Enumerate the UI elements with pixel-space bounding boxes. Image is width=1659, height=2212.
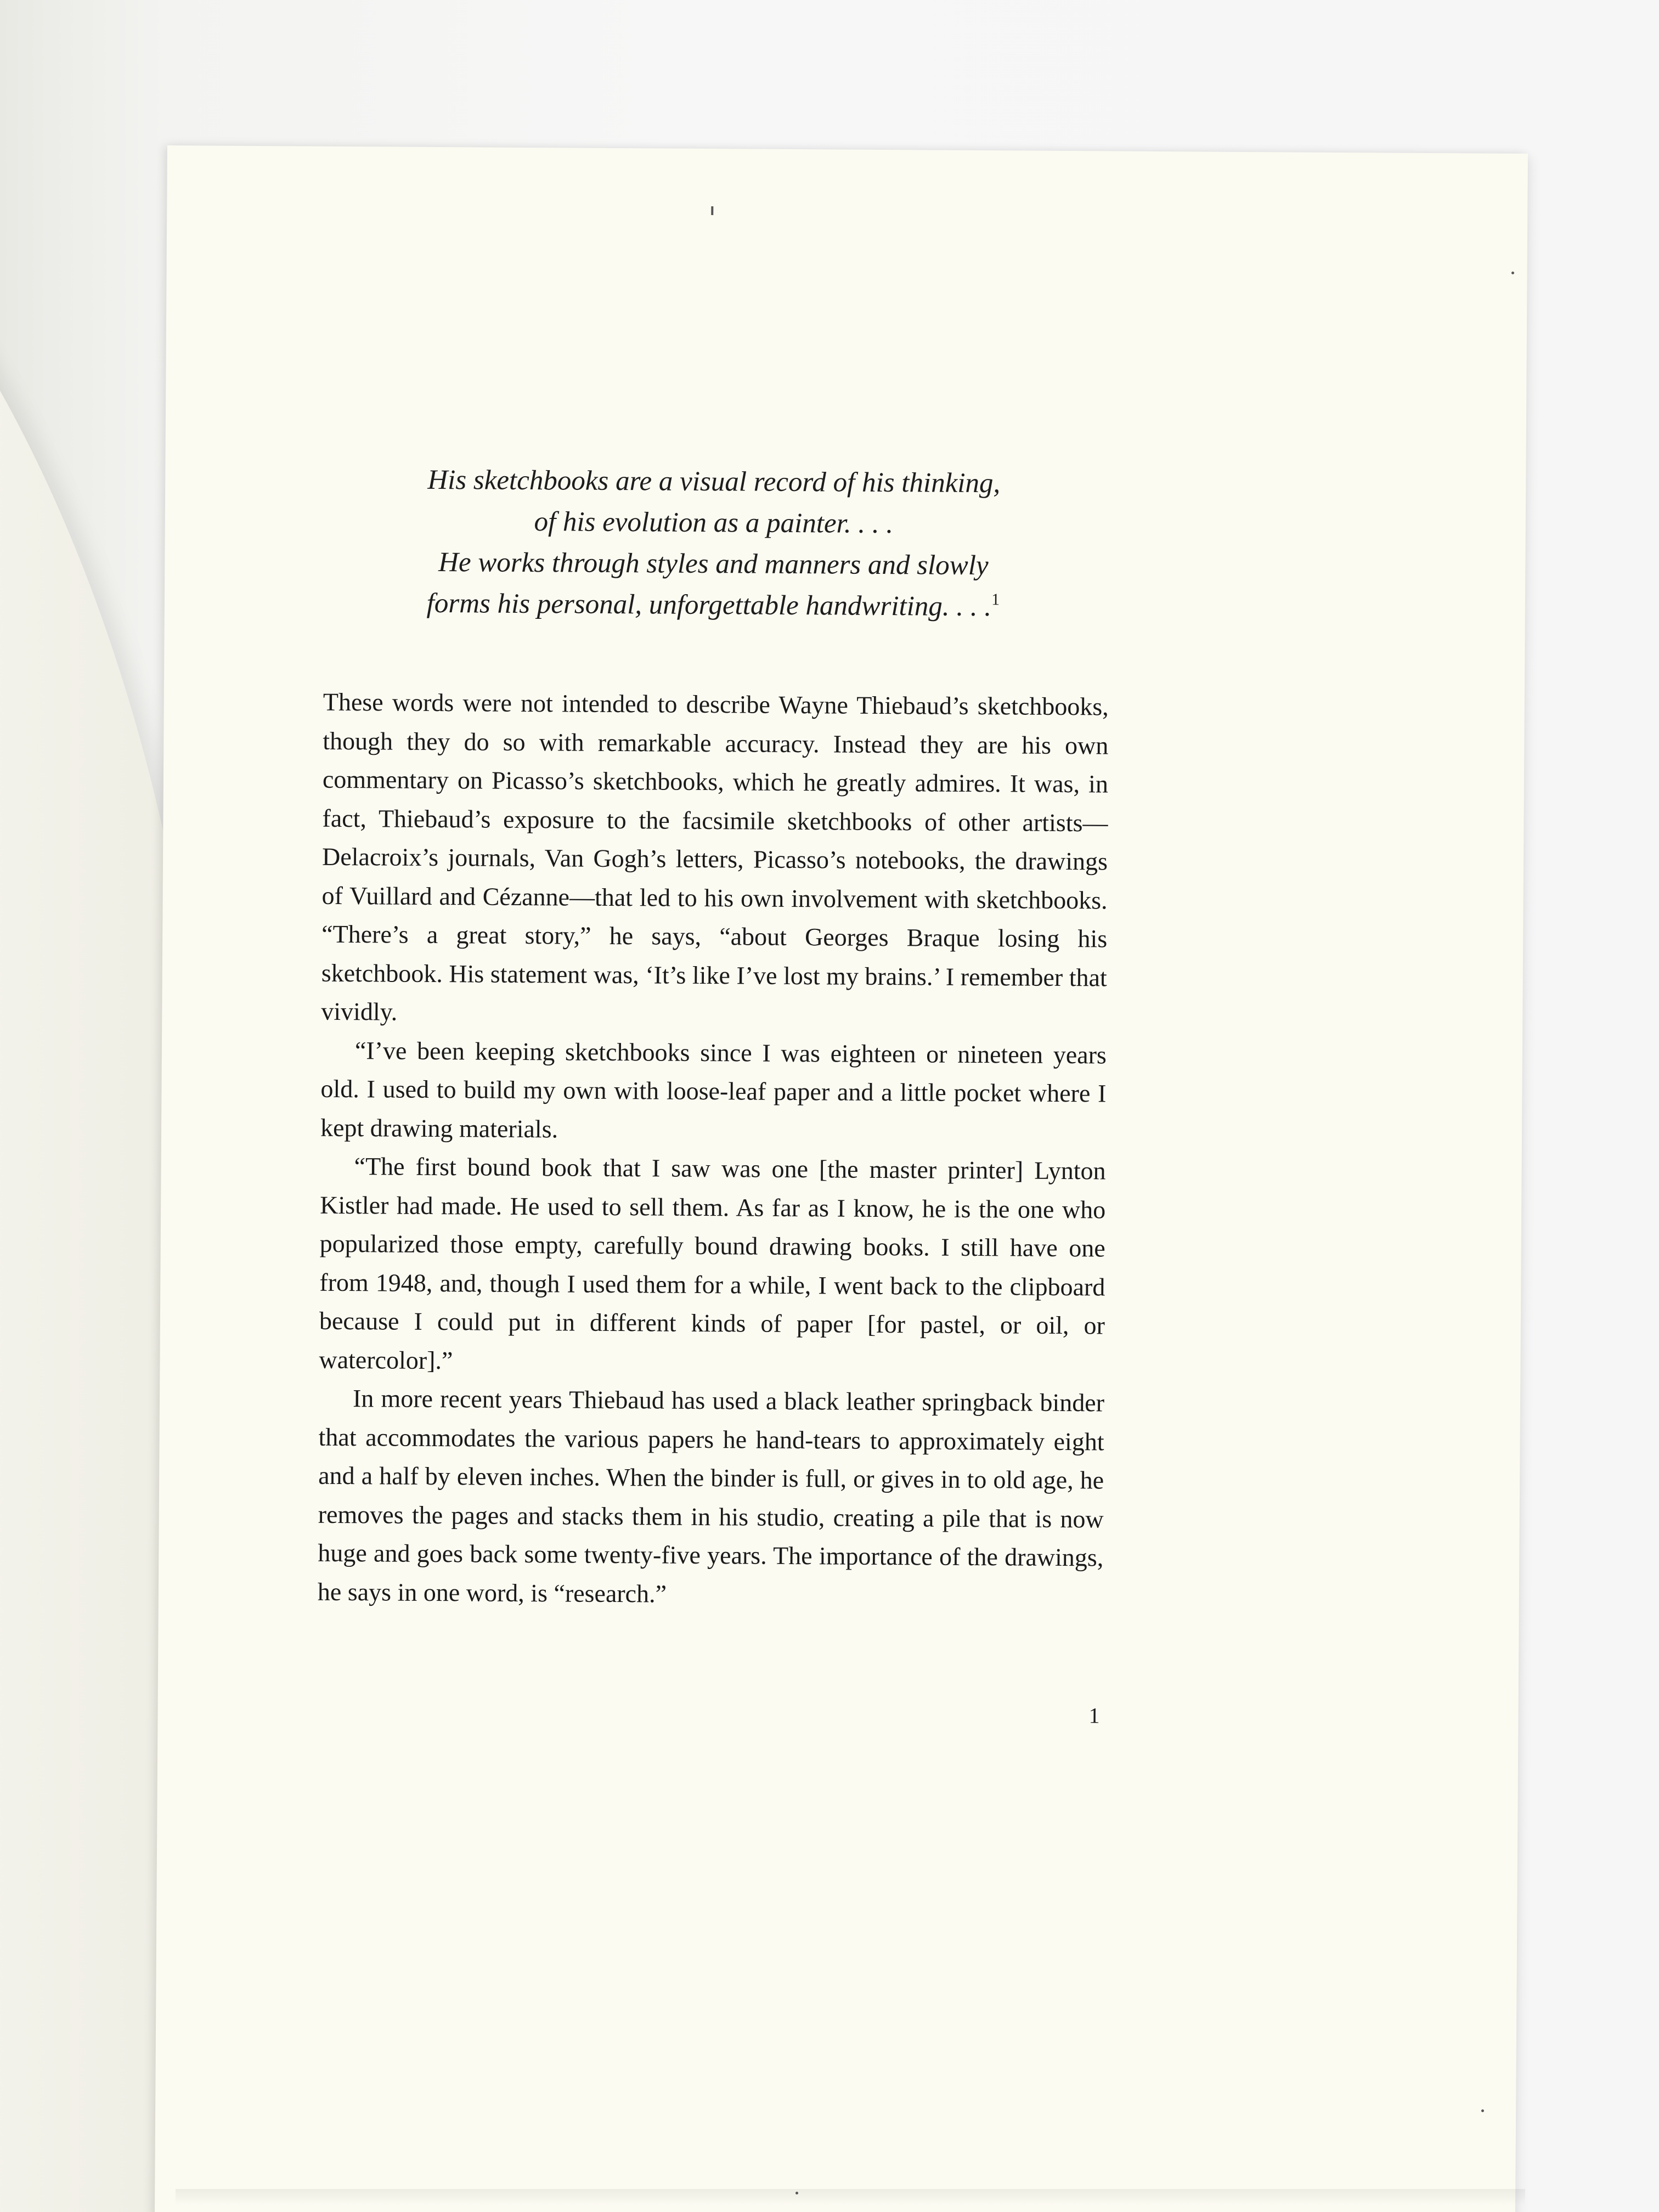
body-text xyxy=(318,683,1109,1616)
epigraph-line: He works through styles and manners and slowly xyxy=(438,547,989,582)
epigraph xyxy=(165,458,1263,629)
epigraph-line xyxy=(165,582,1262,629)
paragraph: In more recent years Thiebaud has used a black leather springback binder that accommodates the various papers he hand-tears to approximately eight and a half by eleven inches. When the binder is full, or gives in to old age, he removes the pages and stacks them in his studio, creating a pile that is now huge and goes back some twenty-five years. The importance of the drawings, he says in one word, is “research.” xyxy=(317,1384,1105,1608)
dust-speck xyxy=(795,2192,798,2194)
page-edge-shadow xyxy=(176,2189,1525,2205)
epigraph-line-text: forms his personal, unforgettable handwriting. . . . xyxy=(426,588,992,623)
book-page xyxy=(155,145,1528,2212)
paragraph: “I’ve been keeping sketchbooks since I was eighteen or nineteen years old. I used to build my own with loose-leaf paper and a little pocket where I kept drawing materials. xyxy=(320,1036,1107,1143)
dust-speck xyxy=(1481,2109,1484,2112)
footnote-reference: 1 xyxy=(991,590,1000,609)
page-number: 1 xyxy=(1088,1703,1100,1728)
trim-mark xyxy=(711,206,713,215)
epigraph-line: of his evolution as a painter. . . . xyxy=(534,506,894,540)
paragraph: These words were not intended to describe Wayne Thiebaud’s sketchbooks, though they do so with remarkable accuracy. Instead they are his own commentary on Picasso’s sketchbooks, which he greatly admires. It was, in fact, Thiebaud’s exposure to the facsimile sketchbooks of other artists—Delacroix’s journals, Van Gogh’s letters, Picasso’s notebooks, the drawings of Vuillard and Cézanne—that led to his own involvement with sketchbooks. “There’s a great story,” he says, “about Georges Braque losing his sketchbook. His statement was, ‘It’s like I’ve lost my brains.’ I remember that vividly. xyxy=(321,687,1109,1026)
paragraph: “The first bound book that I saw was one [the master printer] Lynton Kistler had made. He used to sell them. As far as I know, he is the one who popularized those empty, carefully bound drawing books. I still have one from 1948, and, though I used them for a while, I went back to the clipboard because I could put in different kinds of paper [for pastel, or oil, or watercolor].” xyxy=(319,1152,1106,1374)
epigraph-line: His sketchbooks are a visual record of his thinking, xyxy=(427,464,1001,499)
dust-speck xyxy=(1511,272,1514,274)
